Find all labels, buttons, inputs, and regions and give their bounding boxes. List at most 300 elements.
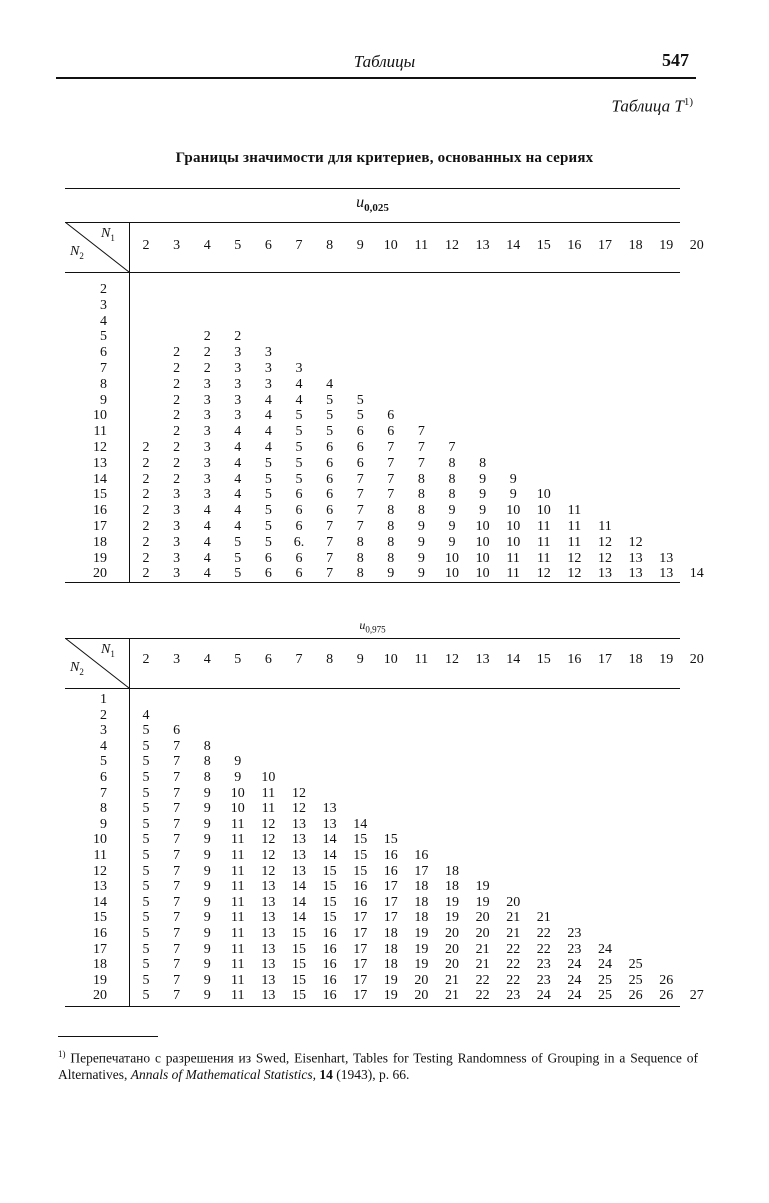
table-cell: 7 (173, 770, 181, 785)
column-header: 16 (567, 238, 582, 253)
table-cell: 7 (326, 566, 334, 582)
table-cell: 9 (417, 550, 425, 566)
table-cell: 9 (203, 941, 211, 957)
table-cell: 12 (567, 550, 582, 566)
table-cell: 19 (383, 988, 398, 1004)
table-cell: 13 (292, 832, 306, 848)
table-cell: 20 (445, 926, 459, 941)
table-cell: 3 (264, 345, 272, 361)
table-cell: 3 (295, 361, 303, 376)
table-cell: 10 (475, 534, 490, 550)
column-header: 17 (598, 238, 612, 253)
row-label: 13 (93, 879, 107, 895)
table-cell: 7 (387, 471, 395, 487)
table-cell: 4 (234, 503, 242, 519)
table-cell: 2 (142, 471, 150, 487)
table-cell: 7 (387, 455, 395, 471)
table-cell: 15 (322, 910, 337, 926)
table-cell: 15 (292, 957, 306, 973)
table-cell: 14 (322, 848, 337, 863)
table-cell: 19 (475, 894, 490, 910)
table-cell: 7 (417, 440, 425, 455)
row-label: 17 (93, 941, 107, 957)
table-cell: 22 (475, 972, 490, 988)
table-cell: 11 (537, 534, 551, 550)
column-header: 8 (326, 238, 334, 253)
row-label: 10 (93, 832, 107, 848)
table-cell: 11 (231, 941, 245, 957)
table-cell: 13 (628, 566, 643, 582)
table-cell: 11 (231, 894, 245, 910)
table-cell: 18 (383, 926, 398, 941)
row-label: 14 (93, 471, 107, 487)
column-header: 11 (414, 652, 429, 667)
column-header: 6 (264, 238, 272, 253)
table-cell: 2 (142, 440, 150, 455)
table-cell: 10 (261, 770, 276, 785)
table-cell: 5 (142, 863, 150, 879)
table-cell: 20 (475, 926, 490, 941)
table-cell: 5 (142, 785, 150, 801)
table-cell: 7 (173, 832, 181, 848)
table-cell: 11 (231, 816, 245, 832)
table-cell: 23 (506, 988, 521, 1004)
table-cell: 15 (353, 832, 368, 848)
table-caption: Границы значимости для критериев, основанных на сериях (175, 150, 594, 166)
table-cell: 17 (383, 894, 398, 910)
table-cell: 6 (387, 424, 395, 440)
table-cell: 16 (414, 848, 429, 863)
stat-subscript: 0,975 (365, 624, 386, 635)
table-cell: 7 (387, 440, 395, 455)
row-label-divider (129, 638, 130, 1006)
table-cell: 3 (173, 487, 181, 503)
table-cell: 3 (234, 392, 242, 408)
table-cell: 6 (295, 566, 303, 582)
row-label: 11 (93, 424, 107, 440)
table-cell: 19 (414, 941, 429, 957)
table-cell: 16 (383, 848, 398, 863)
table-cell: 5 (142, 894, 150, 910)
running-title: Таблицы (353, 52, 416, 71)
table-cell: 5 (295, 424, 303, 440)
table-cell: 13 (598, 566, 612, 582)
row-label: 14 (93, 894, 107, 910)
table-cell: 5 (356, 408, 364, 424)
table-cell: 12 (261, 848, 276, 863)
table-cell: 11 (598, 519, 612, 534)
row-label: 12 (93, 863, 107, 879)
table-cell: 2 (142, 487, 150, 503)
table-cell: 8 (448, 487, 456, 503)
table-cell: 4 (203, 519, 211, 534)
table-cell: 9 (203, 957, 211, 973)
table-cell: 27 (689, 988, 704, 1004)
row-label: 6 (100, 770, 107, 785)
table-cell: 7 (387, 487, 395, 503)
table-cell: 3 (264, 376, 272, 392)
table-cell: 3 (173, 534, 181, 550)
table-cell: 20 (414, 988, 429, 1004)
table-cell: 18 (414, 894, 429, 910)
table-cell: 8 (356, 566, 364, 582)
table-cell: 2 (203, 329, 211, 345)
table-cell: 9 (479, 487, 487, 503)
table-cell: 4 (264, 392, 272, 408)
table-cell: 11 (231, 926, 245, 941)
row-label: 7 (100, 785, 107, 801)
table-cell: 5 (264, 503, 272, 519)
table-cell: 2 (142, 519, 150, 534)
table-cell: 12 (292, 785, 306, 801)
header-rule (65, 688, 680, 689)
table-cell: 10 (475, 566, 490, 582)
table-cell: 13 (628, 550, 643, 566)
table-cell: 9 (203, 785, 211, 801)
page-number: 547 (662, 50, 689, 70)
footnote-text-a: Перепечатано с разрешения из Swed, Eisenhart, Tables for Testing Randomness of Grouping in a Sequence of Alternatives, (58, 1050, 698, 1082)
table-cell: 9 (203, 894, 211, 910)
table-cell: 15 (292, 941, 306, 957)
table-cell: 5 (264, 487, 272, 503)
table-cell: 19 (383, 972, 398, 988)
stat-rule (65, 638, 680, 639)
row-label: 20 (93, 988, 107, 1004)
table-cell: 19 (445, 894, 459, 910)
column-header: 19 (659, 652, 674, 667)
table-cell: 4 (142, 707, 150, 723)
column-header: 20 (689, 238, 704, 253)
table-cell: 11 (567, 503, 582, 519)
table-cell: 7 (356, 503, 364, 519)
table-cell: 18 (414, 910, 429, 926)
row-label: 17 (93, 519, 107, 534)
table-cell: 11 (231, 879, 245, 895)
table-cell: 7 (356, 519, 364, 534)
table-cell: 21 (475, 957, 490, 973)
table-cell: 20 (475, 910, 490, 926)
table-cell: 9 (417, 519, 425, 534)
table-cell: 14 (292, 910, 306, 926)
table-cell: 19 (414, 957, 429, 973)
table-cell: 5 (142, 754, 150, 770)
table-cell: 5 (142, 988, 150, 1004)
table-cell: 13 (292, 816, 306, 832)
column-header: 19 (659, 238, 674, 253)
table-cell: 7 (173, 910, 181, 926)
table-cell: 8 (203, 738, 211, 754)
table-cell: 3 (203, 408, 211, 424)
table-cell: 10 (230, 785, 245, 801)
table-cell: 21 (475, 941, 490, 957)
column-header: 7 (295, 652, 303, 667)
row-label: 5 (100, 754, 107, 770)
table-cell: 4 (234, 440, 242, 455)
table-cell: 11 (506, 550, 520, 566)
table-cell: 8 (417, 503, 425, 519)
column-header: 12 (445, 652, 459, 667)
table-bottom-rule (65, 1006, 680, 1007)
table-cell: 2 (173, 471, 181, 487)
table-cell: 7 (356, 471, 364, 487)
table-cell: 9 (203, 972, 211, 988)
table-cell: 4 (264, 440, 272, 455)
footnote-rule (58, 1036, 158, 1037)
table-cell: 9 (203, 816, 211, 832)
table-cell: 15 (322, 863, 337, 879)
row-label: 3 (100, 297, 107, 313)
table-label-text: Таблица T (611, 96, 684, 116)
table-cell: 13 (322, 816, 337, 832)
row-label: 4 (100, 313, 107, 329)
table-cell: 2 (173, 440, 181, 455)
table-cell: 13 (261, 957, 276, 973)
column-header: 15 (536, 238, 551, 253)
table-cell: 17 (383, 910, 398, 926)
table-cell: 9 (203, 910, 211, 926)
table-cell: 8 (356, 534, 364, 550)
table-cell: 10 (445, 550, 459, 566)
row-label-divider (129, 222, 130, 582)
table-cell: 5 (142, 879, 150, 895)
table-cell: 23 (536, 972, 551, 988)
table-cell: 12 (598, 550, 612, 566)
table-cell: 5 (142, 910, 150, 926)
table-cell: 2 (173, 392, 181, 408)
table-cell: 17 (414, 863, 429, 879)
table-cell: 9 (479, 471, 487, 487)
table-cell: 9 (387, 566, 395, 582)
table-cell: 12 (567, 566, 582, 582)
column-header: 4 (203, 652, 211, 667)
row-label: 3 (100, 723, 107, 739)
table-cell: 11 (231, 957, 245, 973)
table-cell: 3 (234, 376, 242, 392)
column-header: 17 (598, 652, 612, 667)
table-cell: 5 (264, 519, 272, 534)
table-cell: 23 (536, 957, 551, 973)
table-cell: 16 (383, 863, 398, 879)
row-label: 8 (100, 376, 107, 392)
header-rule (65, 272, 680, 273)
table-cell: 9 (203, 863, 211, 879)
table-cell: 5 (264, 471, 272, 487)
row-label: 12 (93, 440, 107, 455)
row-label: 8 (100, 801, 107, 817)
table-cell: 16 (353, 894, 368, 910)
table-cell: 16 (322, 972, 337, 988)
table-cell: 6 (326, 471, 334, 487)
table-cell: 7 (326, 550, 334, 566)
table-cell: 4 (203, 550, 211, 566)
table-upper-bounds (65, 614, 704, 1012)
table-cell: 25 (628, 972, 643, 988)
table-cell: 9 (234, 770, 242, 785)
table-cell: 3 (173, 503, 181, 519)
table-cell: 13 (261, 941, 276, 957)
table-cell: 18 (445, 863, 459, 879)
table-cell: 7 (173, 863, 181, 879)
table-cell: 9 (203, 801, 211, 817)
table-cell: 6 (173, 723, 181, 739)
table-cell: 3 (173, 550, 181, 566)
table-cell: 9 (509, 487, 517, 503)
row-label: 10 (93, 408, 107, 424)
table-cell: 17 (353, 941, 368, 957)
table-cell: 8 (448, 455, 456, 471)
table-cell: 2 (203, 361, 211, 376)
table-cell: 14 (292, 894, 306, 910)
table-cell: 8 (387, 519, 395, 534)
table-cell: 4 (234, 424, 242, 440)
table-cell: 9 (203, 879, 211, 895)
table-cell: 18 (445, 879, 459, 895)
table-cell: 24 (536, 988, 551, 1004)
table-cell: 9 (479, 503, 487, 519)
row-label: 19 (93, 972, 107, 988)
table-cell: 2 (142, 455, 150, 471)
footnote-text-b: (1943), p. 66. (336, 1066, 410, 1082)
table-cell: 6 (387, 408, 395, 424)
table-cell: 10 (506, 503, 521, 519)
table-cell: 10 (536, 503, 551, 519)
table-cell: 3 (203, 392, 211, 408)
column-header: 13 (475, 238, 490, 253)
table-cell: 21 (506, 926, 521, 941)
column-header: 14 (506, 652, 521, 667)
table-cell: 17 (383, 879, 398, 895)
table-cell: 5 (295, 455, 303, 471)
table-cell: 5 (142, 801, 150, 817)
table-cell: 5 (142, 941, 150, 957)
table-cell: 18 (383, 941, 398, 957)
table-cell: 16 (322, 988, 337, 1004)
table-cell: 4 (264, 424, 272, 440)
table-cell: 5 (142, 957, 150, 973)
footnote (58, 1046, 698, 1083)
table-cell: 2 (203, 345, 211, 361)
table-cell: 9 (448, 534, 456, 550)
column-header: 3 (173, 238, 181, 253)
column-header: 6 (264, 652, 272, 667)
table-cell: 8 (203, 770, 211, 785)
table-cell: 13 (261, 972, 276, 988)
column-header: 4 (203, 238, 211, 253)
table-cell: 12 (261, 832, 276, 848)
table-cell: 5 (234, 566, 242, 582)
table-cell: 18 (414, 879, 429, 895)
table-cell: 13 (322, 801, 337, 817)
table-cell: 14 (322, 832, 337, 848)
table-cell: 2 (142, 534, 150, 550)
row-label: 9 (100, 392, 107, 408)
table-cell: 11 (537, 550, 551, 566)
table-cell: 11 (537, 519, 551, 534)
table-cell: 9 (417, 566, 425, 582)
table-cell: 5 (264, 534, 272, 550)
corner-cell (65, 638, 129, 688)
table-cell: 5 (142, 816, 150, 832)
footnote-marker: 1) (58, 1049, 66, 1059)
table-cell: 3 (234, 361, 242, 376)
table-cell: 7 (448, 440, 456, 455)
column-header: 15 (536, 652, 551, 667)
table-cell: 17 (353, 910, 368, 926)
table-cell: 5 (234, 534, 242, 550)
table-cell: 14 (689, 566, 704, 582)
table-cell: 12 (292, 801, 306, 817)
table-cell: 11 (261, 785, 276, 801)
table-cell: 3 (264, 361, 272, 376)
table-cell: 4 (234, 455, 242, 471)
table-cell: 12 (261, 863, 276, 879)
stat-rule (65, 222, 680, 223)
table-cell: 19 (445, 910, 459, 926)
table-cell: 11 (231, 910, 245, 926)
table-cell: 3 (234, 408, 242, 424)
table-cell: 13 (261, 926, 276, 941)
table-cell: 3 (234, 345, 242, 361)
stat-title (65, 194, 680, 214)
table-cell: 5 (326, 408, 334, 424)
table-cell: 5 (295, 471, 303, 487)
table-cell: 2 (173, 361, 181, 376)
table-bottom-rule (65, 582, 680, 583)
row-label: 7 (100, 361, 107, 376)
table-cell: 10 (230, 801, 245, 817)
table-cell: 13 (659, 550, 674, 566)
table-cell: 6 (295, 550, 303, 566)
table-cell: 24 (567, 957, 582, 973)
table-cell: 18 (383, 957, 398, 973)
table-cell: 6 (264, 566, 272, 582)
table-cell: 24 (567, 972, 582, 988)
table-cell: 8 (203, 754, 211, 770)
table-cell: 4 (295, 376, 303, 392)
row-label: 16 (93, 926, 107, 941)
table-cell: 2 (173, 376, 181, 392)
table-cell: 20 (445, 957, 459, 973)
column-header: 8 (326, 652, 334, 667)
table-cell: 21 (445, 988, 459, 1004)
table-cell: 3 (203, 487, 211, 503)
table-cell: 7 (173, 785, 181, 801)
table-cell: 22 (506, 957, 521, 973)
table-cell: 13 (261, 988, 276, 1004)
row-label: 13 (93, 455, 107, 471)
table-cell: 12 (598, 534, 612, 550)
table-cell: 6 (326, 487, 334, 503)
table-cell: 7 (173, 738, 181, 754)
table-cell: 2 (173, 455, 181, 471)
table-cell: 11 (231, 863, 245, 879)
table-cell: 11 (506, 566, 520, 582)
column-header: 13 (475, 652, 490, 667)
column-header: 11 (414, 238, 429, 253)
table-cell: 21 (536, 910, 551, 926)
table-cell: 9 (448, 503, 456, 519)
row-label: 16 (93, 503, 107, 519)
column-header: 18 (628, 652, 643, 667)
table-cell: 4 (264, 408, 272, 424)
table-cell: 2 (173, 424, 181, 440)
table-cell: 15 (353, 848, 368, 863)
table-cell: 13 (261, 894, 276, 910)
table-cell: 12 (536, 566, 551, 582)
table-cell: 13 (261, 879, 276, 895)
table-cell: 9 (417, 534, 425, 550)
table-cell: 5 (295, 440, 303, 455)
